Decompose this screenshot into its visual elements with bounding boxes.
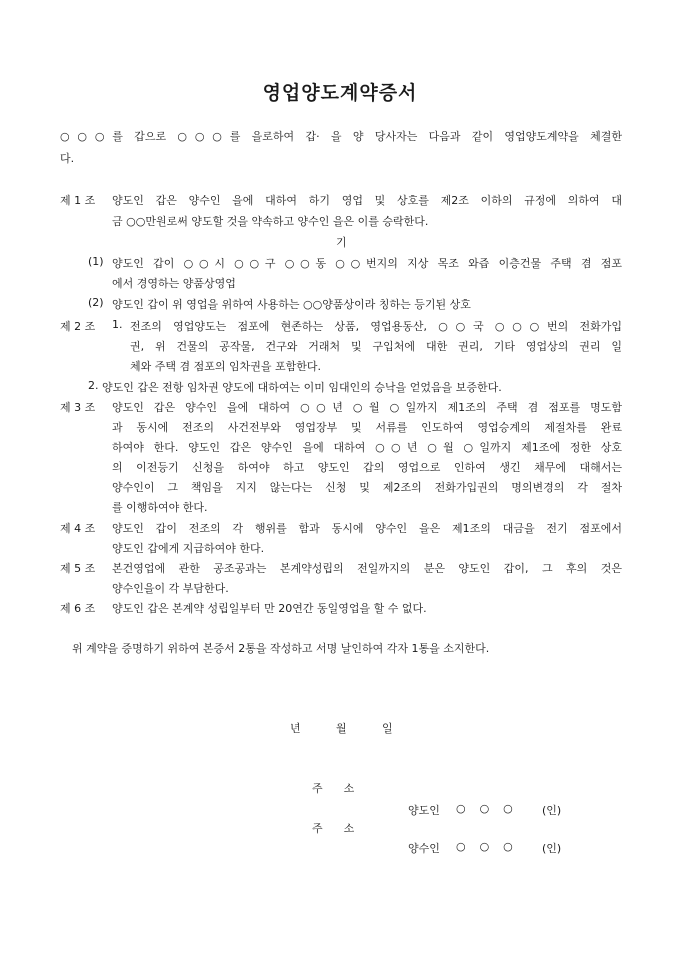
document-title: 영업양도계약증서 xyxy=(262,82,418,104)
article-3-line-1: 양도인 갑은 양수인 을에 대하여 ○○년 ○월 ○일까지 제1조의 주택 겸 점포를 명도함 xyxy=(112,401,622,414)
signature-2-name: ○ ○ ○ xyxy=(456,840,513,853)
article-1-gi: 기 xyxy=(336,236,347,249)
article-5-label: 제 5 조 xyxy=(60,562,96,575)
signature-1-seal: (인) xyxy=(542,804,562,817)
intro-line-2: 다. xyxy=(60,152,75,165)
article-6-line-1: 양도인 갑은 본계약 성립일부터 만 20연간 동일영업을 할 수 없다. xyxy=(112,602,427,615)
article-5-line-2: 양수인을이 각 부담한다. xyxy=(112,582,229,595)
article-1-label: 제 1 조 xyxy=(60,194,96,207)
signature-1-name: ○ ○ ○ xyxy=(456,802,513,815)
article-3-line-4: 의 이전등기 신청을 하여야 하고 양도인 갑의 영업으로 인하여 생긴 채무에 대해서는 xyxy=(112,461,622,474)
article-1-line-2: 금 ○○만원로써 양도할 것을 약속하고 양수인 을은 이를 승락한다. xyxy=(112,215,429,228)
signature-2-seal: (인) xyxy=(542,842,562,855)
article-2-item-2-line-1: 양도인 갑은 전항 임차권 양도에 대하여는 이미 임대인의 승낙을 얻었음을 보증한다. xyxy=(102,381,502,394)
article-2-item-1-num: 1. xyxy=(112,318,123,331)
date-day: 일 xyxy=(382,722,393,735)
date-month: 월 xyxy=(336,722,347,735)
article-2-item-1-line-3: 체와 주택 겸 점포의 임차권을 포함한다. xyxy=(130,360,321,373)
article-6-label: 제 6 조 xyxy=(60,602,96,615)
article-1-line-1: 양도인 갑은 양수인 을에 대하여 하기 영업 및 상호를 제2조 이하의 규정에 의하여 대 xyxy=(112,194,622,207)
article-2-label: 제 2 조 xyxy=(60,320,96,333)
article-2-item-2-num: 2. xyxy=(88,379,99,392)
article-3-line-3: 하여야 한다. 양도인 갑은 양수인 을에 대하여 ○○년 ○월 ○일까지 제1조에 정한 상호 xyxy=(112,441,622,454)
article-3-line-5: 양수인이 그 책임을 지지 않는다는 신청 및 제2조의 전화가입권의 명의변경의 각 절차 xyxy=(112,481,622,494)
article-3-label: 제 3 조 xyxy=(60,401,96,414)
article-2-item-1-line-1: 전조의 영업양도는 점포에 현존하는 상품, 영업용동산, ○○국 ○○○번의 전화가입 xyxy=(130,320,622,333)
article-5-line-1: 본건영업에 관한 공조공과는 본계약성립의 전일까지의 분은 양도인 갑이, 그 후의 것은 xyxy=(112,562,622,575)
article-2-item-1-line-2: 권, 위 건물의 공작물, 건구와 거래처 및 구입처에 대한 권리, 기타 영업상의 권리 일 xyxy=(130,340,622,353)
article-1-item-1-line-2: 에서 경영하는 양품상영업 xyxy=(112,277,236,290)
closing-statement: 위 계약을 증명하기 위하여 본증서 2통을 작성하고 서명 날인하여 각자 1통을 소지한다. xyxy=(72,642,490,655)
article-4-line-2: 양도인 갑에게 지급하여야 한다. xyxy=(112,542,265,555)
article-3-line-2: 과 동시에 전조의 사건전부와 영업장부 및 서류를 인도하여 영업승계의 제절차를 완료 xyxy=(112,421,622,434)
article-1-item-1-num: (1) xyxy=(88,255,104,268)
date-year: 년 xyxy=(290,722,301,735)
intro-line-1: ○○○를 갑으로 ○○○를 을로하여 갑· 을 양 당사자는 다음과 같이 영업양도계약을 체결한 xyxy=(60,130,622,143)
article-1-item-1-line-1: 양도인 갑이 ○○시 ○○구 ○○동 ○○번지의 지상 목조 와즙 이층건물 주택 겸 점포 xyxy=(112,257,622,270)
article-4-label: 제 4 조 xyxy=(60,522,96,535)
article-4-line-1: 양도인 갑이 전조의 각 행위를 함과 동시에 양수인 을은 제1조의 대금을 전기 점포에서 xyxy=(112,522,622,535)
signature-1-address-label: 주 소 xyxy=(312,782,355,795)
article-3-line-6: 를 이행하여야 한다. xyxy=(112,501,208,514)
signature-2-role: 양수인 xyxy=(408,842,440,855)
article-1-item-2-num: (2) xyxy=(88,296,104,309)
article-1-item-2-line-1: 양도인 갑이 위 영업을 위하여 사용하는 ○○양품상이라 칭하는 등기된 상호 xyxy=(112,298,471,311)
signature-2-address-label: 주 소 xyxy=(312,822,355,835)
signature-1-role: 양도인 xyxy=(408,804,440,817)
